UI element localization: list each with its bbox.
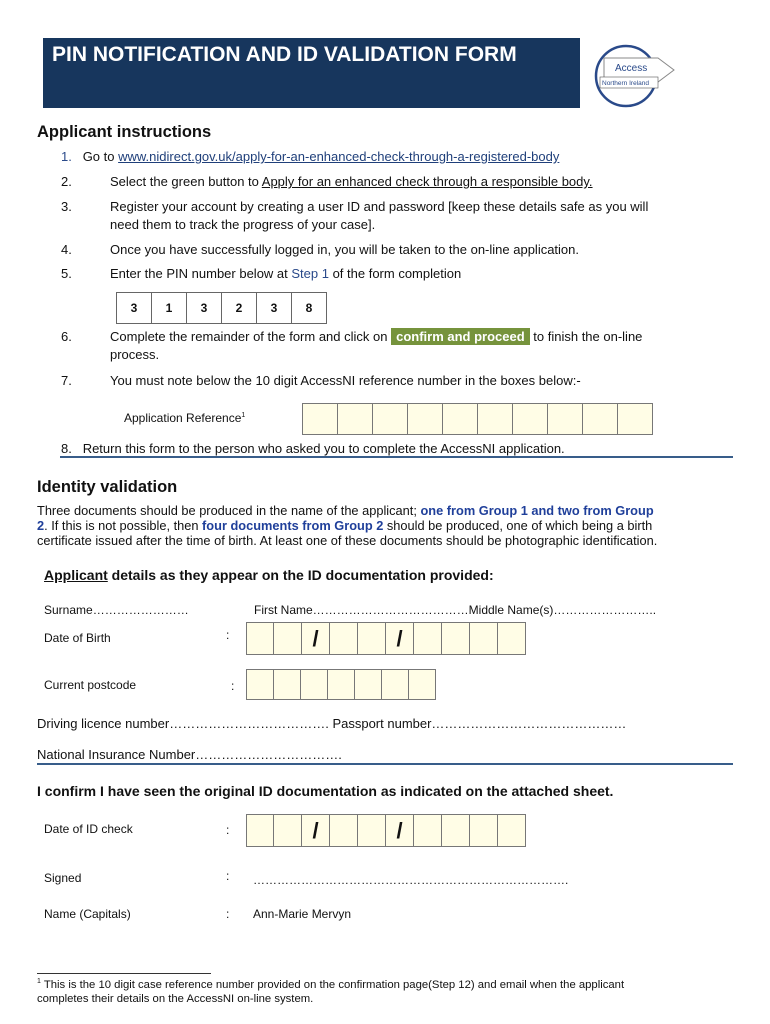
date-box[interactable] bbox=[330, 815, 358, 846]
date-of-id-check-colon: : bbox=[226, 823, 230, 837]
step-2-number: 2. bbox=[61, 174, 72, 189]
applicant-details-heading-rest: details as they appear on the ID documentation provided: bbox=[107, 567, 494, 583]
date-box[interactable] bbox=[470, 815, 498, 846]
reference-digit-box[interactable] bbox=[548, 404, 583, 434]
reference-digit-box[interactable] bbox=[303, 404, 338, 434]
date-slash: / bbox=[302, 815, 330, 846]
pin-number-boxes bbox=[116, 292, 327, 324]
postcode-label: Current postcode bbox=[44, 678, 137, 692]
name-fields[interactable]: First Name…………………………………Middle Name(s)…………………….. bbox=[254, 603, 657, 617]
dob-boxes[interactable] bbox=[246, 622, 526, 655]
footnote-separator bbox=[37, 973, 211, 974]
postcode-boxes[interactable] bbox=[246, 669, 436, 700]
nidirect-link[interactable]: www.nidirect.gov.uk/apply-for-an-enhanced-check-through-a-registered-body bbox=[118, 149, 560, 164]
date-slash: / bbox=[386, 815, 414, 846]
step-3-number: 3. bbox=[61, 199, 72, 214]
application-reference-label bbox=[124, 411, 245, 425]
date-box[interactable] bbox=[498, 623, 525, 654]
reference-digit-box[interactable] bbox=[618, 404, 652, 434]
date-box[interactable] bbox=[274, 815, 302, 846]
name-capitals-value[interactable]: Ann-Marie Mervyn bbox=[253, 907, 352, 921]
pin-digit: 3 bbox=[257, 293, 292, 323]
step-5 bbox=[110, 265, 461, 283]
date-slash: / bbox=[386, 623, 414, 654]
date-box[interactable] bbox=[470, 623, 498, 654]
identity-para-line-3: certificate issued after the time of birth. At least one of these documents should be photographic identification. bbox=[37, 533, 658, 548]
signed-label: Signed bbox=[44, 871, 82, 885]
form-title: PIN NOTIFICATION AND ID VALIDATION FORM bbox=[52, 43, 517, 66]
form-title-bar bbox=[43, 38, 580, 108]
postcode-box[interactable] bbox=[409, 670, 435, 699]
id-check-date-boxes[interactable] bbox=[246, 814, 526, 847]
step-5-number: 5. bbox=[61, 266, 72, 281]
apply-enhanced-check-link[interactable]: Apply for an enhanced check through a responsible body. bbox=[261, 174, 593, 189]
date-box[interactable] bbox=[442, 815, 470, 846]
step-4-number: 4. bbox=[61, 242, 72, 257]
name-capitals-colon: : bbox=[226, 907, 230, 921]
step-6-line-2: process. bbox=[110, 347, 160, 362]
date-box[interactable] bbox=[414, 815, 442, 846]
step-2 bbox=[110, 173, 593, 191]
identity-text: . If this is not possible, then bbox=[44, 518, 203, 533]
reference-digit-box[interactable] bbox=[443, 404, 478, 434]
step-3-line-2: need them to track the progress of your case]. bbox=[110, 217, 376, 232]
applicant-details-heading bbox=[44, 567, 494, 583]
applicant-instructions-heading: Applicant instructions bbox=[37, 123, 212, 141]
pin-digit: 8 bbox=[305, 301, 313, 315]
reference-digit-box[interactable] bbox=[408, 404, 443, 434]
postcode-box[interactable] bbox=[382, 670, 409, 699]
date-box[interactable] bbox=[358, 623, 386, 654]
dob-colon: : bbox=[226, 628, 230, 642]
application-reference-text: Application Reference bbox=[124, 411, 242, 425]
step-1 bbox=[61, 148, 559, 166]
pin-digit: 2 bbox=[222, 293, 257, 323]
reference-digit-box[interactable] bbox=[513, 404, 548, 434]
pin-digit: 1 bbox=[152, 293, 187, 323]
step-4-text: Once you have successfully logged in, you will be taken to the on-line application. bbox=[110, 242, 580, 257]
step-6-number: 6. bbox=[61, 329, 72, 344]
footnote-text: This is the 10 digit case reference number provided on the confirmation page(Step 12) and email when the applicant bbox=[40, 978, 625, 991]
section-divider bbox=[37, 763, 733, 765]
date-box[interactable] bbox=[274, 623, 302, 654]
name-capitals-label: Name (Capitals) bbox=[44, 907, 131, 921]
step-6 bbox=[110, 328, 642, 346]
signed-colon: : bbox=[226, 869, 230, 883]
svg-text:Northern Ireland: Northern Ireland bbox=[602, 80, 649, 87]
step-6-suffix: to finish the on-line bbox=[529, 329, 643, 344]
step-1-number: 1. bbox=[61, 149, 72, 164]
section-divider bbox=[60, 456, 733, 458]
date-of-id-check-label: Date of ID check bbox=[44, 822, 133, 836]
step-5-highlight: Step 1 bbox=[291, 266, 329, 281]
step-5-suffix: of the form completion bbox=[328, 266, 462, 281]
step-3-line-1: Register your account by creating a user ID and password [keep these details safe as you will bbox=[110, 199, 649, 214]
confirm-and-proceed-button[interactable]: confirm and proceed bbox=[391, 328, 530, 345]
step-8-number: 8. bbox=[61, 441, 72, 456]
footnote-marker: 1 bbox=[37, 978, 41, 985]
accessni-logo bbox=[586, 40, 710, 108]
date-box[interactable] bbox=[247, 815, 274, 846]
identity-validation-heading: Identity validation bbox=[37, 478, 178, 496]
postcode-box[interactable] bbox=[355, 670, 382, 699]
footnote-marker: 1 bbox=[241, 412, 246, 419]
step-6-text: Complete the remainder of the form and click on bbox=[110, 329, 392, 344]
step-8-text: Return this form to the person who asked you to complete the AccessNI application. bbox=[82, 441, 565, 456]
date-box[interactable] bbox=[498, 815, 525, 846]
date-slash: / bbox=[302, 623, 330, 654]
step-2-text: Select the green button to bbox=[110, 174, 262, 189]
pin-digit: 3 bbox=[117, 293, 152, 323]
svg-text:Access: Access bbox=[615, 63, 648, 74]
footnote-line-2: completes their details on the AccessNI on-line system. bbox=[37, 993, 314, 1005]
national-insurance-field[interactable]: National Insurance Number……………………………. bbox=[37, 747, 342, 762]
postcode-box[interactable] bbox=[328, 670, 355, 699]
date-box[interactable] bbox=[358, 815, 386, 846]
group-emphasis: one from Group 1 and two from Group bbox=[420, 503, 654, 518]
step-7-text: You must note below the 10 digit AccessNI reference number in the boxes below:- bbox=[110, 373, 581, 388]
step-7-number: 7. bbox=[61, 373, 72, 388]
date-box[interactable] bbox=[414, 623, 442, 654]
date-box[interactable] bbox=[247, 623, 274, 654]
identity-text: Three documents should be produced in the name of the applicant; bbox=[37, 503, 421, 518]
identity-text: should be produced, one of which being a birth bbox=[383, 518, 653, 533]
postcode-box[interactable] bbox=[301, 670, 328, 699]
footnote-line-1 bbox=[37, 978, 624, 991]
postcode-box[interactable] bbox=[247, 670, 274, 699]
postcode-box[interactable] bbox=[274, 670, 301, 699]
date-box[interactable] bbox=[330, 623, 358, 654]
pin-digit: 3 bbox=[187, 293, 222, 323]
reference-digit-box[interactable] bbox=[583, 404, 618, 434]
group-emphasis: 2 bbox=[37, 518, 45, 533]
confirmation-heading: I confirm I have seen the original ID documentation as indicated on the attached sheet. bbox=[37, 783, 614, 799]
step-5-text: Enter the PIN number below at bbox=[110, 266, 292, 281]
reference-digit-box[interactable] bbox=[338, 404, 373, 434]
dob-label: Date of Birth bbox=[44, 631, 111, 645]
surname-field[interactable]: Surname…………………… bbox=[44, 603, 189, 617]
group-emphasis: four documents from Group 2 bbox=[202, 518, 384, 533]
driving-passport-fields[interactable]: Driving licence number………………………………. Passport number……………………………………… bbox=[37, 716, 627, 731]
reference-digit-box[interactable] bbox=[478, 404, 513, 434]
step-1-text: Go to bbox=[82, 149, 119, 164]
postcode-colon: : bbox=[231, 679, 235, 693]
application-reference-boxes[interactable] bbox=[302, 403, 653, 435]
date-box[interactable] bbox=[442, 623, 470, 654]
applicant-underlined: Applicant bbox=[44, 567, 108, 583]
reference-digit-box[interactable] bbox=[373, 404, 408, 434]
signature-line[interactable]: ……………………………………………………………………. bbox=[253, 873, 569, 887]
